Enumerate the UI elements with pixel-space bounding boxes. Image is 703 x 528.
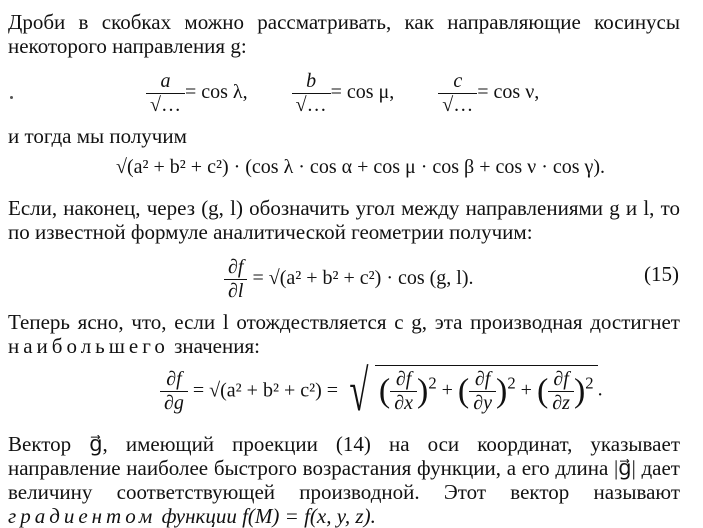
numerator-df-g: ∂f bbox=[160, 368, 188, 392]
sum-of-squares: ( $\frac{\partial f}{\partial x}$ )$^2$ + ( $\frac{\partial f}{\partial y}$ )$^2$ + ( $\frac{\partial f}{\partial z}$ )$^2$ bbox=[375, 365, 598, 417]
numerator-t3: ∂f bbox=[548, 368, 574, 392]
formula-15-rhs: = √(a² + b² + c²) · cos (g, l). bbox=[252, 267, 474, 290]
text-p2: и тогда мы получим bbox=[8, 124, 187, 148]
text-p4-spaced: наибольшего bbox=[8, 334, 169, 358]
fraction-a bbox=[146, 70, 185, 117]
denominator-c: √… bbox=[442, 94, 474, 116]
equation-number-15: (15) bbox=[644, 262, 679, 286]
denominator-a: √… bbox=[150, 94, 181, 116]
formula-15 bbox=[224, 256, 474, 303]
denominator-dy: ∂y bbox=[473, 392, 493, 414]
numerator-a: a bbox=[146, 70, 185, 94]
text-p5-b: функции f(M) = f(x, y, z). bbox=[156, 504, 376, 528]
paragraph-direction-cosines bbox=[8, 10, 680, 58]
text-p5-a: Вектор g⃗, имеющий проекции (14) на оси координат, указывает направление наиболее быстрого возрастания функции, а его длина |g⃗| дает величину соответствующей производной. Этот вектор называют bbox=[8, 432, 680, 504]
text-p5-spaced: градиентом bbox=[8, 504, 157, 528]
text-p4-b: значения: bbox=[168, 334, 260, 358]
numerator-df: ∂f bbox=[224, 256, 247, 280]
numerator-t2: ∂f bbox=[469, 368, 496, 392]
numerator-c: c bbox=[438, 70, 477, 94]
fraction-c bbox=[438, 70, 477, 117]
fraction-df-dg bbox=[160, 368, 188, 415]
denominator-b: √… bbox=[295, 94, 327, 116]
numerator-b: b bbox=[292, 70, 331, 94]
fraction-df-dy bbox=[469, 368, 496, 415]
margin-dot bbox=[10, 96, 13, 99]
big-radical-icon: √ bbox=[349, 358, 369, 423]
formula-gradient-mid: = √(a² + b² + c²) = bbox=[192, 379, 339, 402]
text-p3: Если, наконец, через (g, l) обозначить угол между направлениями g и l, то по известной формуле аналитической геометрии получим: bbox=[8, 196, 680, 244]
denominator-dz: ∂z bbox=[552, 392, 570, 414]
rhs-cos-nu: = cos ν, bbox=[477, 81, 540, 104]
formula-gradient-magnitude bbox=[160, 358, 603, 423]
numerator-t1: ∂f bbox=[390, 368, 417, 392]
formula-product bbox=[116, 156, 605, 179]
text-p1: Дроби в скобках можно рассматривать, как направляющие косинусы некоторого направления g: bbox=[8, 10, 680, 58]
text-p4-a: Теперь ясно, что, если l отождествляется с g, эта производная достигнет bbox=[8, 310, 680, 334]
paragraph-gradient-vector bbox=[8, 432, 680, 528]
paragraph-angle-definition bbox=[8, 196, 680, 244]
formula-product-text: √(a² + b² + c²) · (cos λ · cos α + cos μ · cos β + cos ν · cos γ). bbox=[116, 156, 606, 178]
formula-direction-cosines bbox=[146, 70, 539, 117]
fraction-df-dl bbox=[224, 256, 247, 303]
denominator-dx: ∂x bbox=[394, 392, 413, 414]
fraction-df-dx bbox=[390, 368, 417, 415]
fraction-df-dz bbox=[548, 368, 574, 415]
fraction-b bbox=[292, 70, 331, 117]
denominator-dl: ∂l bbox=[228, 280, 244, 302]
denominator-dg: ∂g bbox=[164, 391, 184, 414]
paragraph-maximum bbox=[8, 310, 680, 358]
paragraph-then-we-get bbox=[8, 124, 680, 148]
rhs-cos-mu: = cos μ, bbox=[330, 81, 395, 104]
formula-gradient-end: . bbox=[597, 378, 603, 401]
rhs-cos-lambda: = cos λ, bbox=[184, 81, 248, 104]
